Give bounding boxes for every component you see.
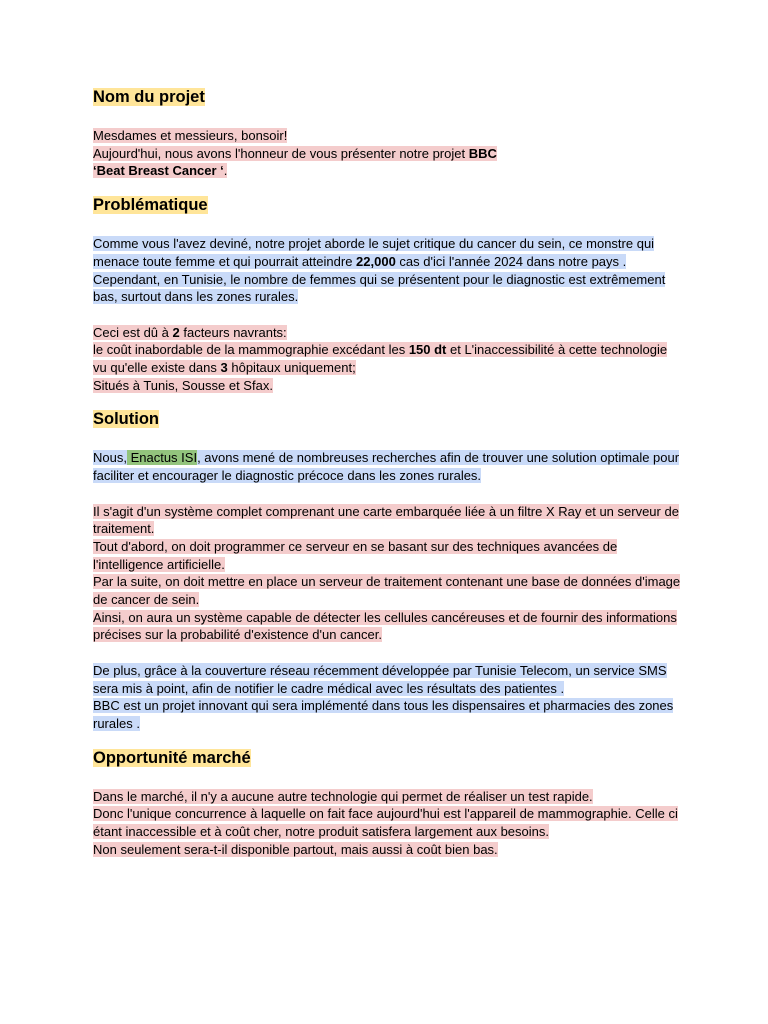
paragraph-enactus: Nous, Enactus ISI, avons mené de nombreuses recherches afin de trouver une solution optimale pour faciliter et encourager le diagnostic précoce dans les zones rurales. [93,450,680,484]
paragraph-problem-intro: Comme vous l'avez deviné, notre projet aborde le sujet critique du cancer du sein, ce monstre qui menace toute femme et qui pourrait atteindre 22,000 cas d'ici l'année 2024 dans notre pays . [93,236,655,269]
paragraph-market: Dans le marché, il n'y a aucune autre technologie qui permet de réaliser un test rapide. [93,788,593,804]
paragraph-problem-tunisia: Cependant, en Tunisie, le nombre de femmes qui se présentent pour le diagnostic est extrêmement bas, surtout dans les zones rurales. [93,271,666,305]
paragraph-server: Par la suite, on doit mettre en place un serveur de traitement contenant une base de données d'image de cancer de sein. [93,574,681,608]
paragraph-greeting: Mesdames et messieurs, bonsoir! [93,128,288,143]
heading-opportunite-marche: Opportunité marché [93,748,251,767]
paragraph-ai: Tout d'abord, on doit programmer ce serveur en se basant sur des techniques avancées de l'intelligence artificielle. [93,538,618,572]
paragraph-cities: Situés à Tunis, Sousse et Sfax. [93,377,273,393]
paragraph-system: Il s'agit d'un système complet comprenant une carte embarquée liée à un filtre X Ray et un serveur de traitement. [93,503,679,537]
paragraph-factors: Ceci est dû à 2 facteurs navrants: [93,324,287,340]
enactus-highlight: Enactus ISI [126,450,198,466]
paragraph-deployment: BBC est un projet innovant qui sera implémenté dans tous les dispensaires et pharmacies des zones rurales . [93,698,674,731]
paragraph-detection: Ainsi, on aura un système capable de détecter les cellules cancéreuses et de fournir des informations précises sur la probabilité d'existence d'un cancer. [93,609,677,643]
paragraph-intro: Aujourd'hui, nous avons l'honneur de vous présenter notre projet BBC ‘Beat Breast Cancer ‘. [93,145,497,179]
paragraph-sms: De plus, grâce à la couverture réseau récemment développée par Tunisie Telecom, un service SMS sera mis à point, afin de notifier le cadre médical avec les résultats des patientes . [93,662,667,696]
paragraph-cost: le coût inabordable de la mammographie excédant les 150 dt et L'inaccessibilité à cette technologie vu qu'elle existe dans 3 hôpitaux uniquement; [93,342,668,376]
paragraph-price: Non seulement sera-t-il disponible partout, mais aussi à coût bien bas. [93,841,498,857]
heading-problematique: Problématique [93,196,208,215]
document-body [93,86,683,858]
heading-solution: Solution [93,410,159,429]
heading-nom-du-projet: Nom du projet [93,88,205,106]
paragraph-competition: Donc l'unique concurrence à laquelle on fait face aujourd'hui est l'appareil de mammographie. Celle ci étant inaccessible et à coût cher, notre produit satisfera largement aux besoins. [93,806,678,840]
